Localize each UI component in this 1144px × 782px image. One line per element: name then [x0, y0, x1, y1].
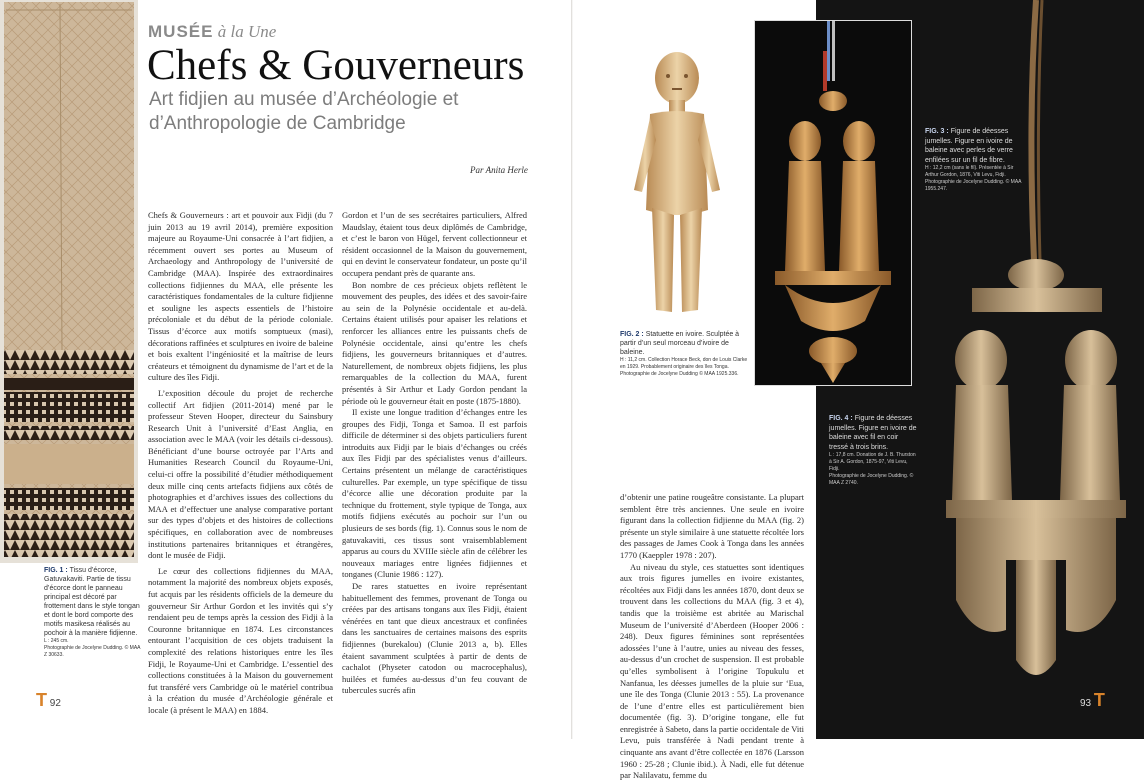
fig1-tapa-cloth-image [0, 0, 138, 563]
fig2-caption-label: FIG. 2 : [620, 331, 644, 338]
page-number-left [36, 690, 61, 711]
paragraph: Bon nombre de ces précieux objets reflètent le mouvement des peuples, des idées et des savoir-faire au sein de la Polynésie occidentale et au-delà. Certains étaient utilisés pour apaiser les relations et renforcer les alliances entre les puissants chefs de Polynésie occidentale, ainsi qu’entre les chefs fidjiens, les gouverneurs britanniques et d’autres. Naturellement, de nombreux objets fidjiens, les plus remarquables de la collection du MAA, furent présentés à Sir Arthur et Lady Gordon pendant la période où le gouverneur était en poste (1875-1880). [342, 279, 527, 406]
paragraph: Au niveau du style, ces statuettes sont identiques aux trois figures jumelles en ivoire existantes, récoltées aux Fidji dans les années 1870, dont deux se trouvent dans les collections du MAA (fig. 3 et 4), tandis que la troisième est abritée au Marischal Museum de l’université d’Aberdeen (Hooper 2006 : 248). Deux figures féminines sont représentées adossées l’une à l’autre, unies au niveau des fesses, au-dessus d’un crochet de suspension. Il est probable qu’elles symbolisent à l’origine Topukulu et Nanfanua, les déesses jumelles de la pluie sur ‘Eua, une île des Tonga (Clunie 2013 : 55). La provenance de l’une d’entre elles est particulièrement bien documentée (fig. 3). D’origine tongane, elle fut enregistrée à Sabeto, dans la partie occidentale de Viti Levu, puis transférée à Nadi pendant trente à cinquante ans avant d’être collectée en 1876 (Larsson 1960 : 25-28 ; Clunie ibid.). À Nadi, elle fut détenue par Nalilavatu, femme du [620, 561, 804, 781]
fig3-twin-goddess-image [754, 20, 912, 386]
fig1-caption-credit: Photographie de Jocelyne Dudding. © MAA Z 30633. [44, 645, 141, 658]
kicker-bold: MUSÉE [148, 22, 214, 41]
fig4-caption-label: FIG. 4 : [829, 415, 853, 422]
paragraph: Il existe une longue tradition d’échanges entre les groupes des Fidji, Tonga et Samoa. Il est parfois difficile de déterminer si des objets particuliers furent introduits aux Fidji par le biais d’échanges ou créés aux îles Fidji par des spécialistes venus d’ailleurs. Certains présentent un mélange de caractéristiques culturelles. Par exemple, un type spécifique de tissu d’écorce allie une décoration produite par la technique du frottement, style typique de Tonga, aux motifs fidjiens exécutés au pochoir sur l’un ou plusieurs de ses bords (fig. 1). Connus sous le nom de gatuvakaviti, ces tissus sont vraisemblablement apparus au cours du XVIIIe siècle afin de célébrer les nouveaux mariages entre lignées fidjiennes et tonganes (Clunie 1986 : 127). [342, 407, 527, 580]
fig3-caption-dims: H : 12,2 cm (sans le fil). Présentée à Sir Arthur Gordon, 1876, Viti Levu, Fidji. [925, 165, 1014, 178]
magazine-logo: T [36, 690, 47, 710]
body-column-3 [620, 492, 804, 782]
body-column-2 [342, 210, 527, 697]
fig4-caption-text: Figure de déesses jumelles. Figure en ivoire de baleine avec fil en coir tressé à trois brins. [829, 415, 917, 451]
article-subtitle: Art fidjien au musée d’Archéologie et d’Anthropologie de Cambridge [149, 89, 459, 134]
paragraph: Le cœur des collections fidjiennes du MAA, notamment la majorité des nombreux objets exposés, fut acquis par les résidents officiels de la demeure du gouverneur Sir Arthur Gordon et les invités qui s’y rendaient peu de temps après la cession des Fidji à la Couronne britannique en 1874. Les circonstances entourant l’acquisition de ces objets traduisent la complexité des relations historiques entre les îles Fidji, le Royaume-Uni et Cambridge. L’essentiel des collections constituées à la Maison du gouvernement fut transféré vers Cambridge où le matériel contribua à la création du musée d’Archéologie générale et locale (à présent le MAA) en 1884. [148, 565, 333, 715]
fig1-caption-dims: L : 245 cm. [44, 638, 69, 644]
fig1-caption-label: FIG. 1 : [44, 567, 68, 574]
article-title: Chefs & Gouverneurs [147, 42, 525, 89]
paragraph: Chefs & Gouverneurs : art et pouvoir aux Fidji (du 7 juin 2013 au 19 avril 2014), première exposition majeure au Royaume-Uni consacrée à l’art fidjien, a récemment ouvert ses portes au Museum of Archaeology and Anthropology de l’université de Cambridge (MAA). Inspirée des extraordinaires collections fidjiennes du MAA, elle présente les caractéristiques fondamentales de la culture fidjienne et souligne les aspects essentiels de l’histoire précoloniale et du début de la période coloniale. Tissus d’écorce aux motifs somptueux (masi), décorations raffinées et sculptures en ivoire de baleine et bois exaltent l’ingéniosité et la maîtrise de leurs créateurs et témoignent du dynamisme de l’art et de la culture des îles Fidji. [148, 210, 333, 383]
paragraph: d’obtenir une patine rougeâtre consistante. La plupart semblent être très anciennes. Une seule en ivoire figurant dans la collection fidjienne du MAA (fig. 2) présente un style similaire à une statuette récoltée lors des passages de James Cook à Tonga dans les années 1770 (Kaeppler 1978 : 207). [620, 492, 804, 560]
page-number-right [1080, 690, 1105, 711]
page-gutter [571, 0, 573, 739]
section-kicker [148, 22, 276, 42]
body-column-1 [148, 210, 333, 717]
fig4-caption [829, 414, 919, 487]
paragraph: L’exposition découle du projet de recherche collectif Art fidjien (2011-2014) mené par le professeur Steven Hooper, directeur du Sainsbury Research Unit à l’université d’East Anglia, en association avec le MAA (voir les détails ci-dessous). Bénéficiant d’une bourse octroyée par l’Arts and Humanities Research Council du Royaume-Uni, celui-ci offre la possibilité d’étudier méthodiquement deux mille cinq cents artefacts fidjiens aux côtés de photographies et d’archives issues des collections du MAA et d’effectuer une analyse comparative portant sur des types d’objets et des histoires de collections spécifiques, en collaboration avec de nombreuses institutions partenaires britanniques et étrangères, dont le musée de Fidji. [148, 387, 333, 561]
page-number-text: 92 [49, 698, 61, 709]
fig2-ivory-statuette-image [612, 40, 742, 330]
fig2-caption-text: Statuette en ivoire. Sculptée à partir d’un seul morceau d’ivoire de baleine. [620, 331, 740, 356]
fig3-caption-label: FIG. 3 : [925, 128, 949, 135]
paragraph: Gordon et l’un de ses secrétaires particuliers, Alfred Maudslay, étaient tous deux diplômés de Cambridge, et c’est le baron von Hügel, fervent collectionneur et résident occasionnel de la Maison du gouvernement, qui en devint le conservateur fondateur, un poste qu’il occupera pendant près de quarante ans. [342, 210, 527, 278]
fig2-caption-dims: H : 11,2 cm. Collection Horace Beck, don de Louis Clarke en 1929. Probablement originaire des îles Tonga. [620, 357, 748, 370]
fig4-caption-dims: L : 17,8 cm. Donation de J. B. Thurston à Sir A. Gordon, 1875-97, Viti Levu, Fidji. [829, 452, 916, 472]
fig2-caption-credit: Photographie de Jocelyne Dudding © MAA 1925.336. [620, 371, 739, 377]
fig3-caption-text: Figure de déesses jumelles. Figure en ivoire de baleine avec perles de verre enfilées sur un fil de fibre. [925, 128, 1013, 164]
fig3-caption-credit: Photographie de Jocelyne Dudding. © MAA 1955.247. [925, 179, 1022, 192]
fig1-caption-text: Tissu d’écorce, Gatuvakaviti. Partie de tissu d’écorce dont le panneau principal est décoré par frottement dans le style tongan et dont le bord comporte des motifs masikesa réalisés au pochoir à la manière fidjienne. [44, 567, 140, 637]
kicker-italic: à la Une [217, 22, 277, 41]
magazine-logo: T [1093, 690, 1105, 710]
fig4-caption-credit: Photographie de Jocelyne Dudding. © MAA Z 2740. [829, 473, 914, 486]
fig4-twin-goddess-hook-image [916, 0, 1138, 690]
fig1-caption [44, 566, 144, 659]
article-byline: Par Anita Herle [470, 165, 528, 175]
fig2-caption [620, 330, 750, 378]
page-number-text: 93 [1080, 698, 1092, 709]
paragraph: De rares statuettes en ivoire représentant habituellement des femmes, provenant de Tonga ou créées par des artisans tongans aux îles Fidji, étaient vénérées en tant que dieux ancestraux et confinées dans les sanctuaires de certaines maisons des esprits fidjiennes (burekalou) (Clunie 2013 a, b). Elles étaient savamment sculptées à partir de dents de cachalot (Physeter catodon ou macrocephalus), huilées et fumées au-dessus d’un feu couvant de tubercules sucrés afin [342, 581, 527, 696]
